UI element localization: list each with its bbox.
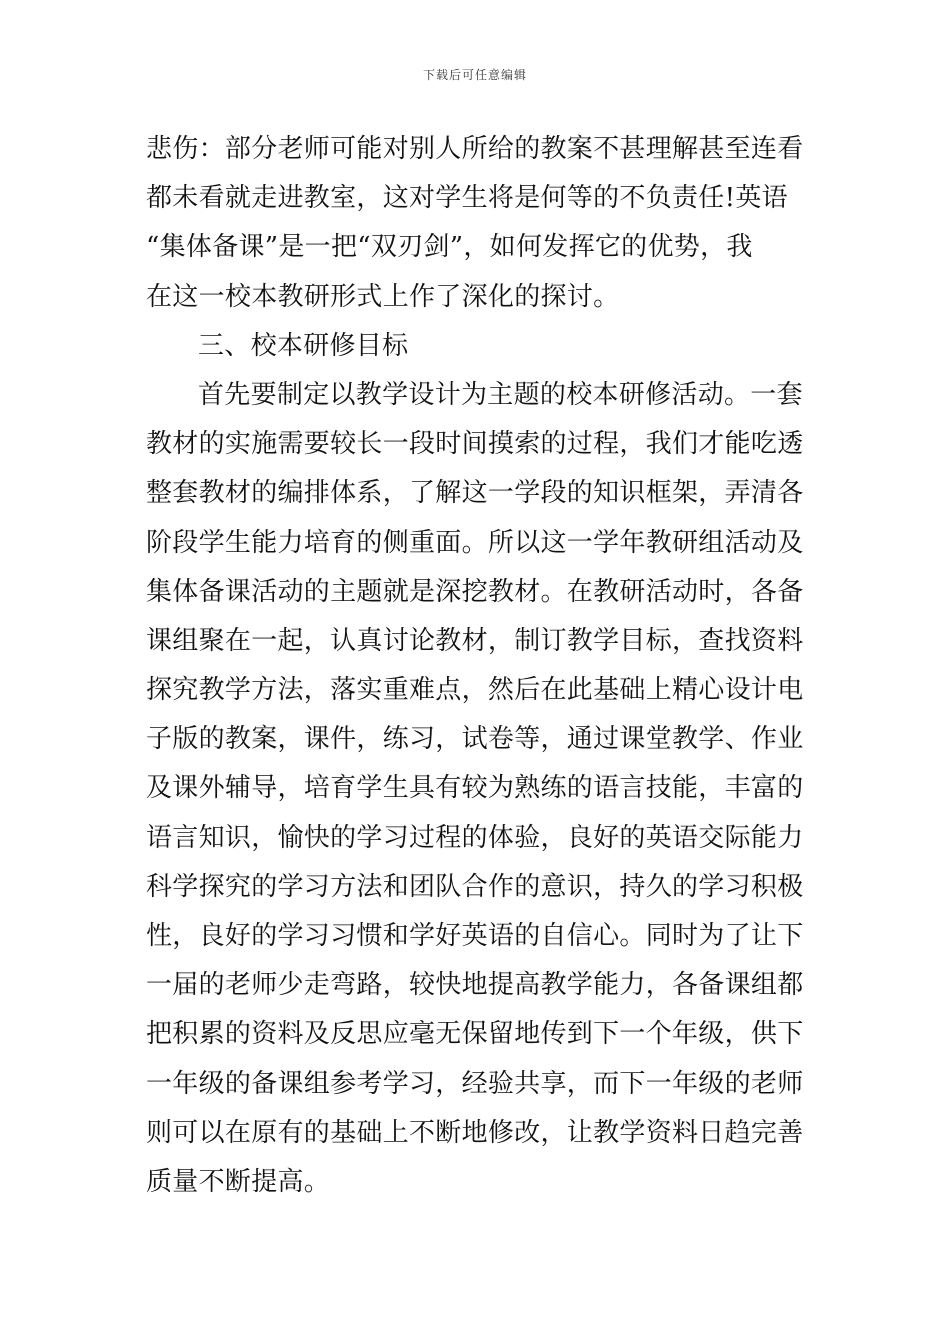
text-line: 一届的老师少走弯路，较快地提高教学能力，各备课组都 (146, 970, 804, 1001)
text-line: 探究教学方法，落实重难点，然后在此基础上精心设计电 (146, 675, 804, 706)
text-line: 一年级的备课组参考学习，经验共享，而下一年级的老师 (146, 1068, 804, 1099)
text-line: “集体备课”是一把“双刃剑”，如何发挥它的优势，我 (146, 232, 753, 263)
page-header: 下载后可任意编辑 (422, 68, 527, 82)
text-line: 课组聚在一起，认真讨论教材，制订教学目标，查找资料 (146, 625, 804, 656)
text-line: 把积累的资料及反思应毫无保留地传到下一个年级，供下 (146, 1019, 804, 1050)
text-line: 阶段学生能力培育的侧重面。所以这一学年教研组活动及 (146, 527, 804, 558)
text-line: 教材的实施需要较长一段时间摸索的过程，我们才能吃透 (146, 429, 804, 460)
text-line: 在这一校本教研形式上作了深化的探讨。 (146, 281, 620, 312)
text-line: 集体备课活动的主题就是深挖教材。在教研活动时，各备 (146, 576, 804, 607)
text-line: 及课外辅导，培育学生具有较为熟练的语言技能，丰富的 (146, 773, 804, 804)
text-line: 语言知识，愉快的学习过程的体验，良好的英语交际能力 (146, 822, 804, 853)
text-line: 性，良好的学习习惯和学好英语的自信心。同时为了让下 (146, 921, 804, 951)
text-line: 首先要制定以教学设计为主题的校本研修活动。一套 (198, 379, 803, 410)
text-line: 都未看就走进教室，这对学生将是何等的不负责任!英语 (146, 183, 788, 214)
text-line: 质量不断提高。 (146, 1166, 331, 1197)
text-line: 悲伤：部分老师可能对别人所给的教案不甚理解甚至连看 (146, 134, 804, 164)
section-heading: 三、校本研修目标 (198, 330, 409, 361)
document-body (146, 125, 816, 1207)
text-line: 科学探究的学习方法和团队合作的意识，持久的学习积极 (146, 871, 804, 902)
text-line: 子版的教案，课件，练习，试卷等，通过课堂教学、作业 (146, 724, 804, 755)
text-line: 整套教材的编排体系，了解这一学段的知识框架，弄清各 (146, 478, 804, 509)
text-line: 则可以在原有的基础上不断地修改，让教学资料日趋完善 (146, 1117, 804, 1148)
